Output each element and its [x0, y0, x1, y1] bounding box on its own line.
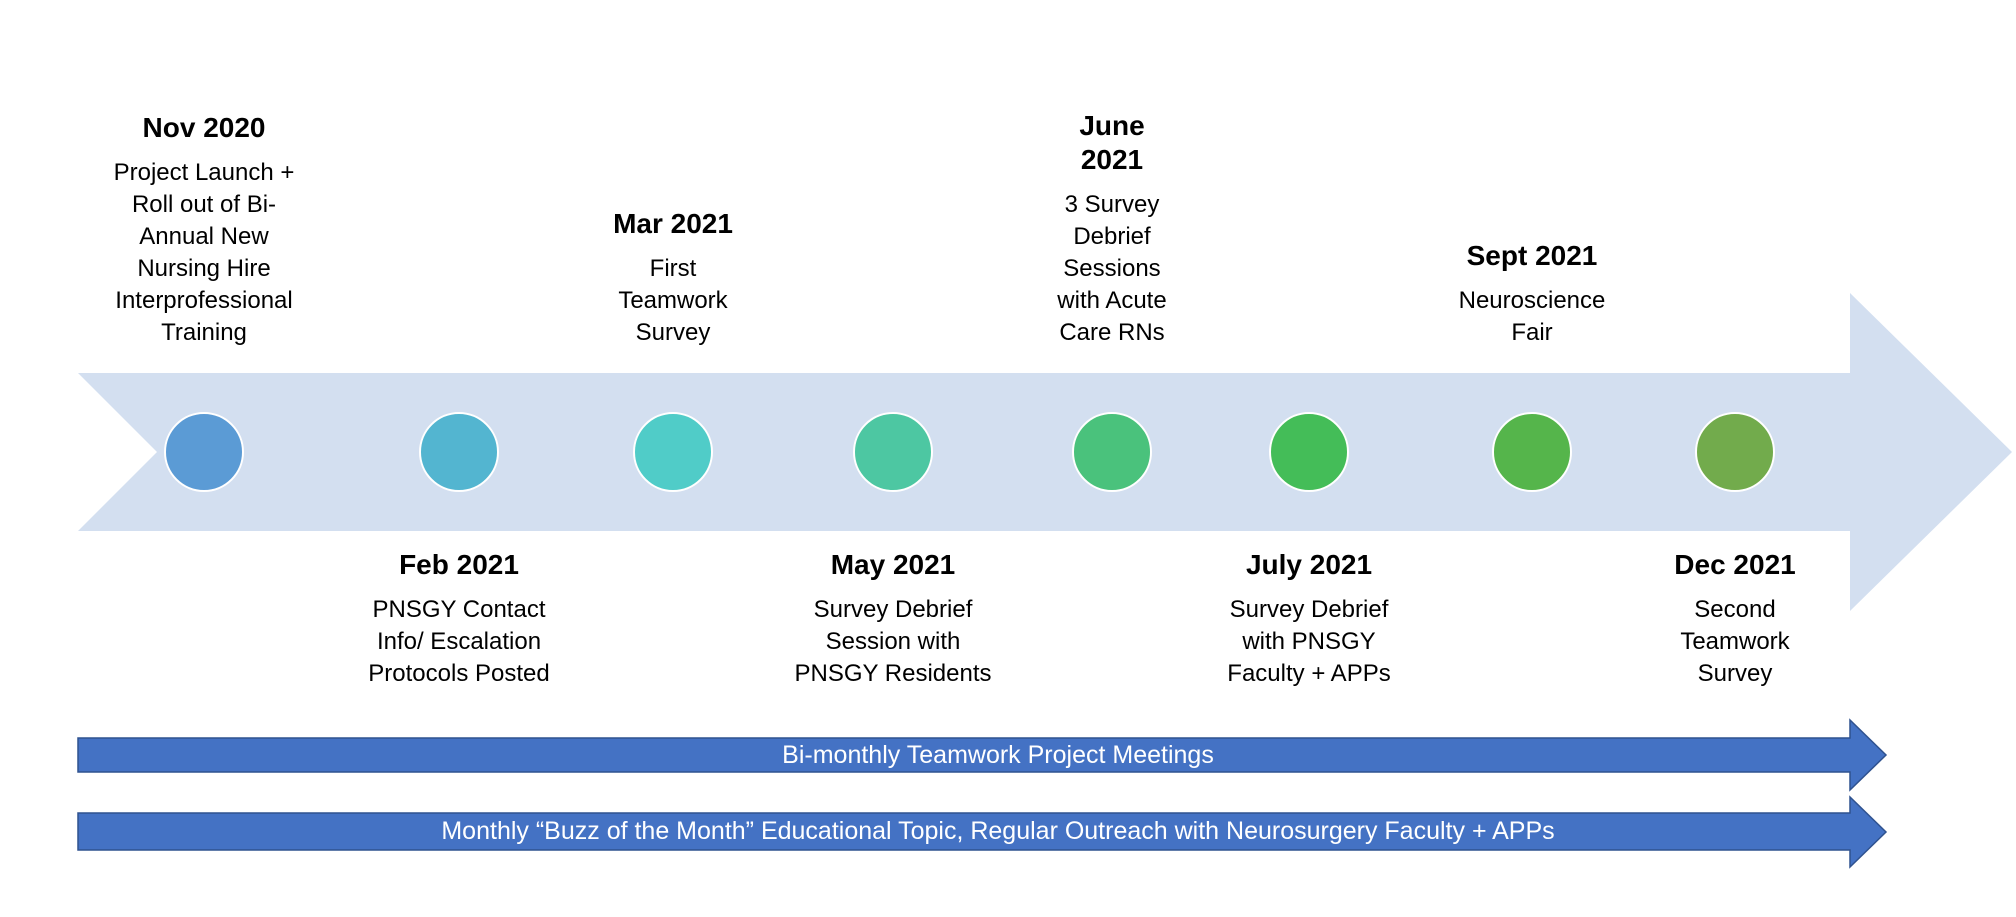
event-may-2021 — [763, 548, 1023, 690]
event-line: Sessions — [1063, 255, 1161, 282]
event-description — [1047, 189, 1177, 349]
event-line: Neuroscience — [1458, 287, 1606, 314]
event-line: Fair — [1511, 319, 1553, 346]
event-date: Feb 2021 — [399, 549, 519, 580]
event-description — [329, 594, 589, 690]
event-description — [763, 594, 1023, 690]
event-line: with Acute — [1057, 287, 1167, 314]
event-mar-2021 — [608, 207, 738, 349]
event-date: May 2021 — [830, 549, 956, 580]
event-line: Annual New — [139, 223, 269, 250]
event-line: Second — [1694, 596, 1776, 623]
event-date: June 2021 — [1079, 110, 1145, 175]
event-line: Session with — [825, 628, 961, 655]
event-line: Protocols Posted — [368, 660, 550, 687]
event-line: Survey Debrief — [1229, 596, 1389, 623]
event-date: July 2021 — [1245, 549, 1373, 580]
event-date: Nov 2020 — [142, 112, 266, 143]
event-line: Training — [161, 319, 247, 346]
event-date: Mar 2021 — [613, 208, 733, 239]
event-line: First — [649, 255, 697, 282]
event-line: Survey — [1697, 660, 1773, 687]
milestone-marker — [1073, 413, 1151, 491]
event-line: Nursing Hire — [137, 255, 271, 282]
event-june-2021 — [1047, 109, 1177, 349]
event-line: Roll out of Bi- — [131, 191, 277, 218]
event-line: Info/ Escalation — [376, 628, 542, 655]
event-date: Sept 2021 — [1466, 240, 1598, 271]
event-line: Faculty + APPs — [1227, 660, 1391, 687]
event-line: Survey — [635, 319, 711, 346]
milestone-marker — [854, 413, 932, 491]
banner-label-meetings: Bi-monthly Teamwork Project Meetings — [782, 741, 1214, 769]
event-line: Debrief — [1073, 223, 1151, 250]
banner-label-outreach: Monthly “Buzz of the Month” Educational Topic, Regular Outreach with Neurosurgery Faculty + APPs — [441, 817, 1555, 845]
event-dec-2021 — [1670, 548, 1800, 690]
event-line: PNSGY Contact — [372, 596, 546, 623]
event-date: Dec 2021 — [1674, 549, 1796, 580]
milestone-marker — [1696, 413, 1774, 491]
milestone-marker — [1270, 413, 1348, 491]
event-line: Care RNs — [1059, 319, 1165, 346]
milestone-marker — [1493, 413, 1571, 491]
event-description — [1427, 285, 1637, 349]
event-description — [74, 157, 334, 349]
event-description — [1179, 594, 1439, 690]
event-line: Teamwork — [618, 287, 728, 314]
event-sept-2021 — [1427, 239, 1637, 349]
event-line: Teamwork — [1680, 628, 1790, 655]
event-line: Project Launch + — [113, 159, 295, 186]
event-july-2021 — [1179, 548, 1439, 690]
event-feb-2021 — [329, 548, 589, 690]
event-line: Survey Debrief — [813, 596, 973, 623]
event-nov-2020 — [74, 111, 334, 349]
event-description — [608, 253, 738, 349]
milestone-marker — [634, 413, 712, 491]
event-line: 3 Survey — [1064, 191, 1160, 218]
milestone-marker — [165, 413, 243, 491]
milestone-marker — [420, 413, 498, 491]
event-line: with PNSGY — [1242, 628, 1376, 655]
event-line: PNSGY Residents — [794, 660, 992, 687]
event-line: Interprofessional — [115, 287, 293, 314]
event-description — [1670, 594, 1800, 690]
